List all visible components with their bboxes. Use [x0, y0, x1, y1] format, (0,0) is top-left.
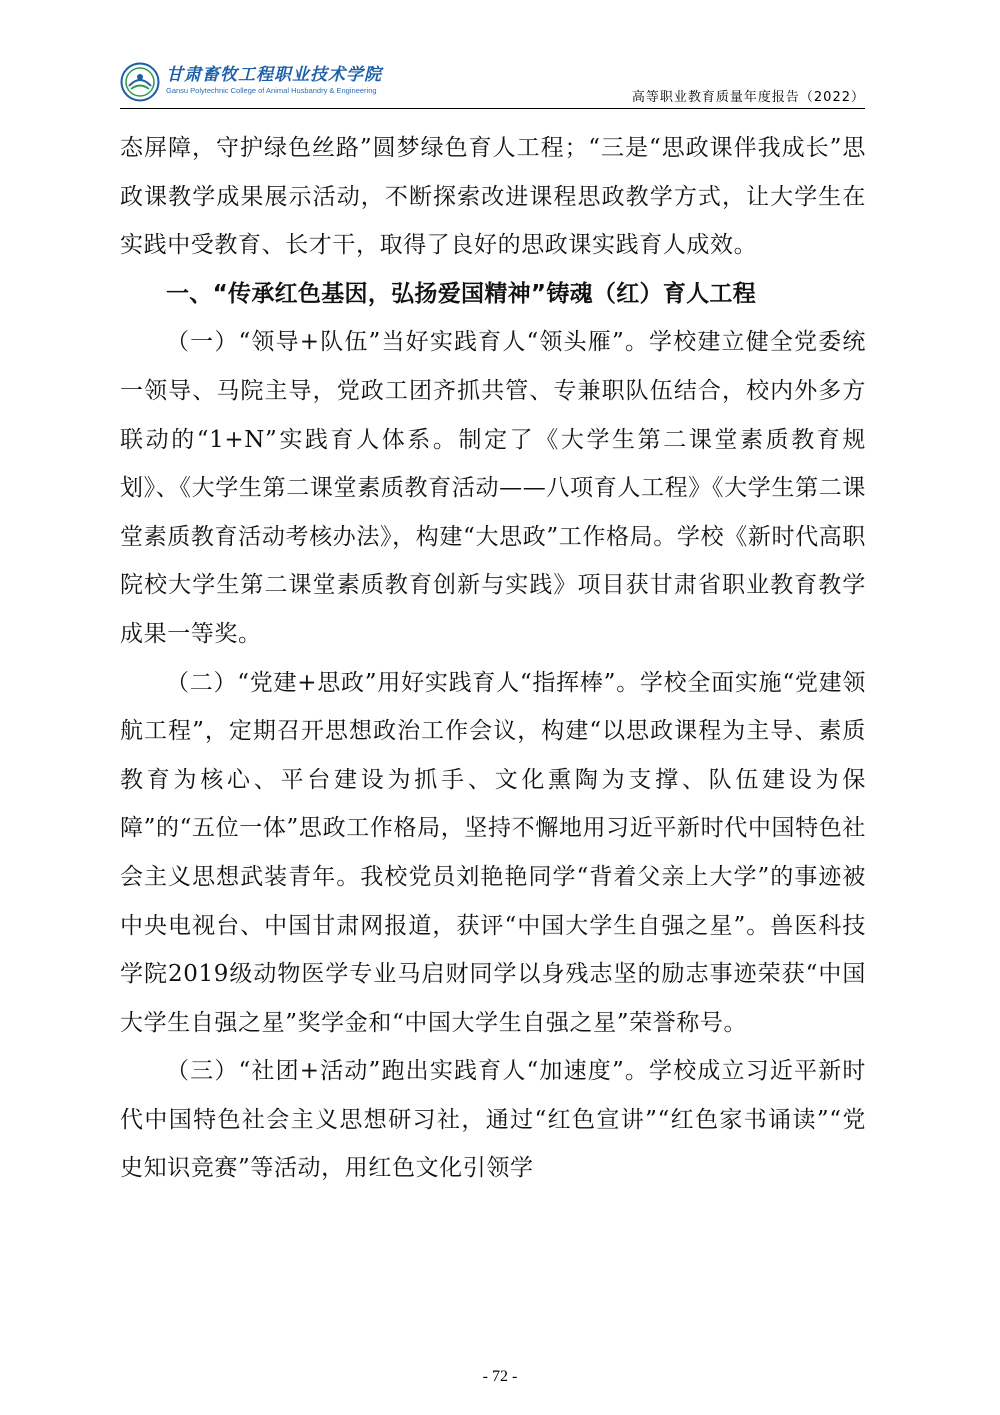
- college-name-en: Gansu Polytechnic College of Animal Husbandry & Engineering: [166, 86, 377, 95]
- page-number: - 72 -: [482, 1368, 518, 1385]
- paragraph-clubs-activities: （三）“社团+活动”跑出实践育人“加速度”。学校成立习近平新时代中国特色社会主义思想研习社，通过“红色宣讲”“红色家书诵读”“党史知识竞赛”等活动，用红色文化引领学: [120, 1058, 866, 1182]
- paragraph-leadership: （一）“领导+队伍”当好实践育人“领头雁”。学校建立健全党委统一领导、马院主导，党政工团齐抓共管、专兼职队伍结合，校内外多方联动的“1+N”实践育人体系。制定了《大学生第二课堂素质教育规划》、《大学生第二课堂素质教育活动——八项育人工程》《大学生第二课堂素质教育活动考核办法》，构建“大思政”工作格局。学校《新时代高职院校大学生第二课堂素质教育创新与实践》项目获甘肃省职业教育教学成果一等奖。: [120, 329, 866, 647]
- paragraph-party-building: （二）“党建+思政”用好实践育人“指挥棒”。学校全面实施“党建领航工程”，定期召开思想政治工作会议，构建“以思政课程为主导、素质教育为核心、平台建设为抓手、文化熏陶为支撑、队伍建设为保障”的“五位一体”思政工作格局，坚持不懈地用习近平新时代中国特色社会主义思想武装青年。我校党员刘艳艳同学“背着父亲上大学”的事迹被中央电视台、中国甘肃网报道，获评“中国大学生自强之星”。兽医科技学院2019级动物医学专业马启财同学以身残志坚的励志事迹荣获“中国大学生自强之星”奖学金和“中国大学生自强之星”荣誉称号。: [120, 669, 866, 1036]
- college-name-cn: 甘肃畜牧工程职业技术学院: [166, 65, 382, 85]
- college-logo-icon: [120, 62, 160, 102]
- report-title: 高等职业教育质量年度报告（2022）: [631, 90, 865, 105]
- header-divider: [120, 108, 865, 109]
- section-heading: 一、“传承红色基因，弘扬爱国精神”铸魂（红）育人工程: [166, 280, 757, 307]
- paragraph-continued: 态屏障，守护绿色丝路”圆梦绿色育人工程；“三是“思政课伴我成长”思政课教学成果展示活动，不断探索改进课程思政教学方式，让大学生在实践中受教育、长才干，取得了良好的思政课实践育人成效。: [120, 135, 866, 259]
- page-header: [120, 62, 865, 108]
- college-name: [166, 64, 382, 96]
- document-body: [120, 124, 866, 1193]
